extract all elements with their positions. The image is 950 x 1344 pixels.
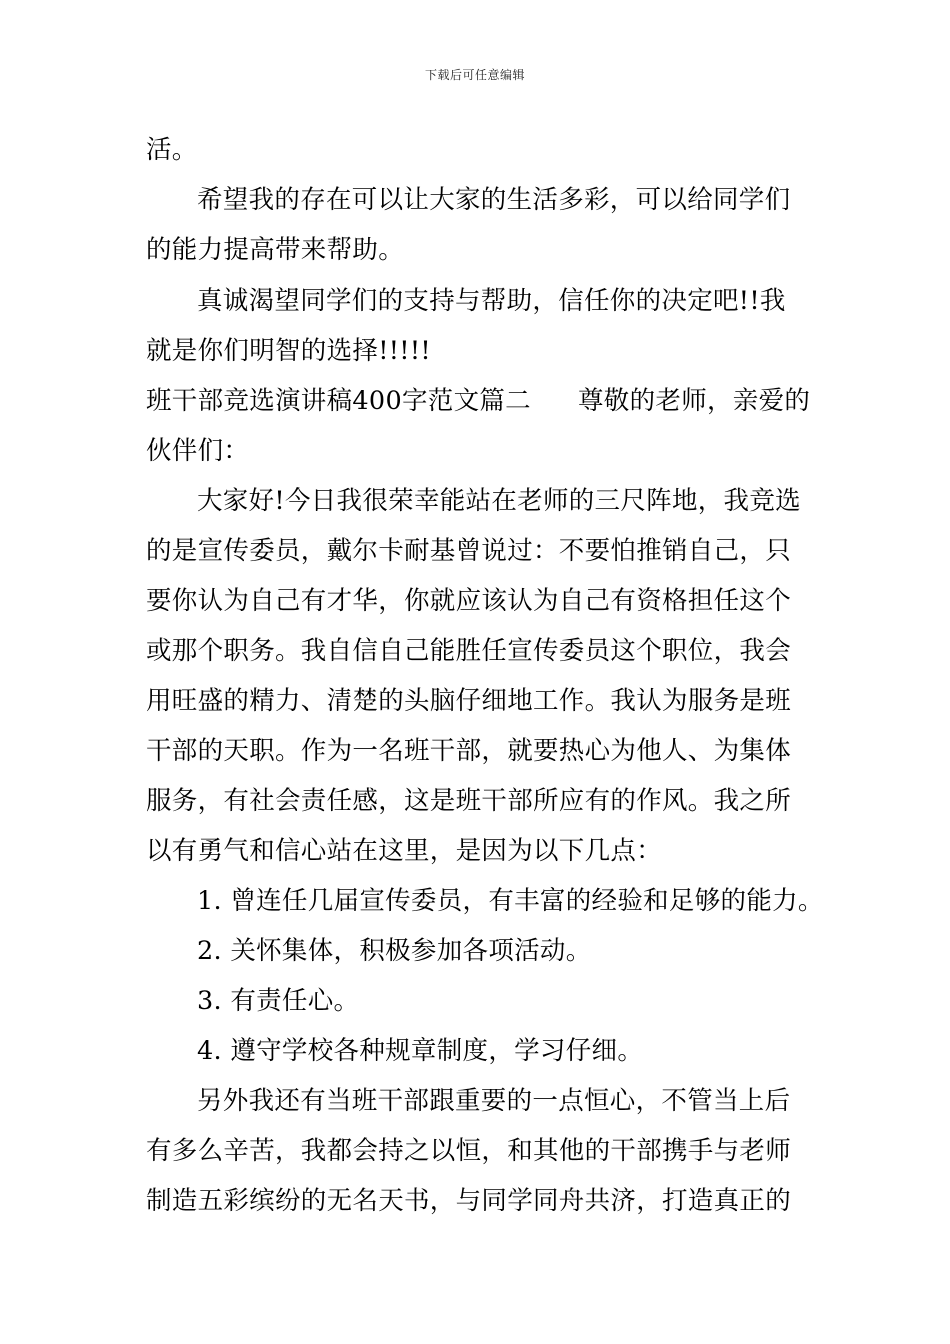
list-item: 1. 曾连任几届宣传委员，有丰富的经验和足够的能力。 bbox=[197, 886, 824, 916]
text-line: 用旺盛的精力、清楚的头脑仔细地工作。我认为服务是班 bbox=[146, 686, 792, 716]
text-line: 以有勇气和信心站在这里，是因为以下几点： bbox=[146, 836, 663, 866]
paragraph-first-line: 大家好!今日我很荣幸能站在老师的三尺阵地，我竞选 bbox=[197, 486, 801, 516]
salutation-start: 尊敬的老师，亲爱的 bbox=[578, 386, 811, 416]
text-line: 或那个职务。我自信自己能胜任宣传委员这个职位，我会 bbox=[146, 636, 792, 666]
text-line: 干部的天职。作为一名班干部，就要热心为他人、为集体 bbox=[146, 736, 792, 766]
page-header-note: 下载后可任意编辑 bbox=[424, 68, 525, 82]
list-item: 3. 有责任心。 bbox=[197, 986, 360, 1016]
text-line: 的是宣传委员，戴尔卡耐基曾说过：不要怕推销自己，只 bbox=[146, 536, 792, 566]
text-line: 要你认为自己有才华，你就应该认为自己有资格担任这个 bbox=[146, 586, 792, 616]
paragraph-first-line: 另外我还有当班干部跟重要的一点恒心，不管当上后 bbox=[197, 1086, 791, 1116]
section-title: 班干部竞选演讲稿400字范文篇二 bbox=[146, 386, 531, 416]
text-line: 制造五彩缤纷的无名天书，与同学同舟共济，打造真正的 bbox=[146, 1186, 792, 1216]
text-line: 活。 bbox=[146, 135, 198, 165]
list-item: 4. 遵守学校各种规章制度，学习仔细。 bbox=[197, 1036, 644, 1066]
text-line: 伙伴们： bbox=[146, 436, 250, 466]
text-line: 就是你们明智的选择!!!!! bbox=[146, 336, 431, 366]
paragraph-first-line: 真诚渴望同学们的支持与帮助，信任你的决定吧!!我 bbox=[197, 286, 786, 316]
text-line: 服务，有社会责任感，这是班干部所应有的作风。我之所 bbox=[146, 786, 792, 816]
paragraph-first-line: 希望我的存在可以让大家的生活多彩，可以给同学们 bbox=[197, 185, 791, 215]
text-line: 有多么辛苦，我都会持之以恒，和其他的干部携手与老师 bbox=[146, 1136, 792, 1166]
text-line: 的能力提高带来帮助。 bbox=[146, 235, 405, 265]
list-item: 2. 关怀集体，积极参加各项活动。 bbox=[197, 936, 592, 966]
